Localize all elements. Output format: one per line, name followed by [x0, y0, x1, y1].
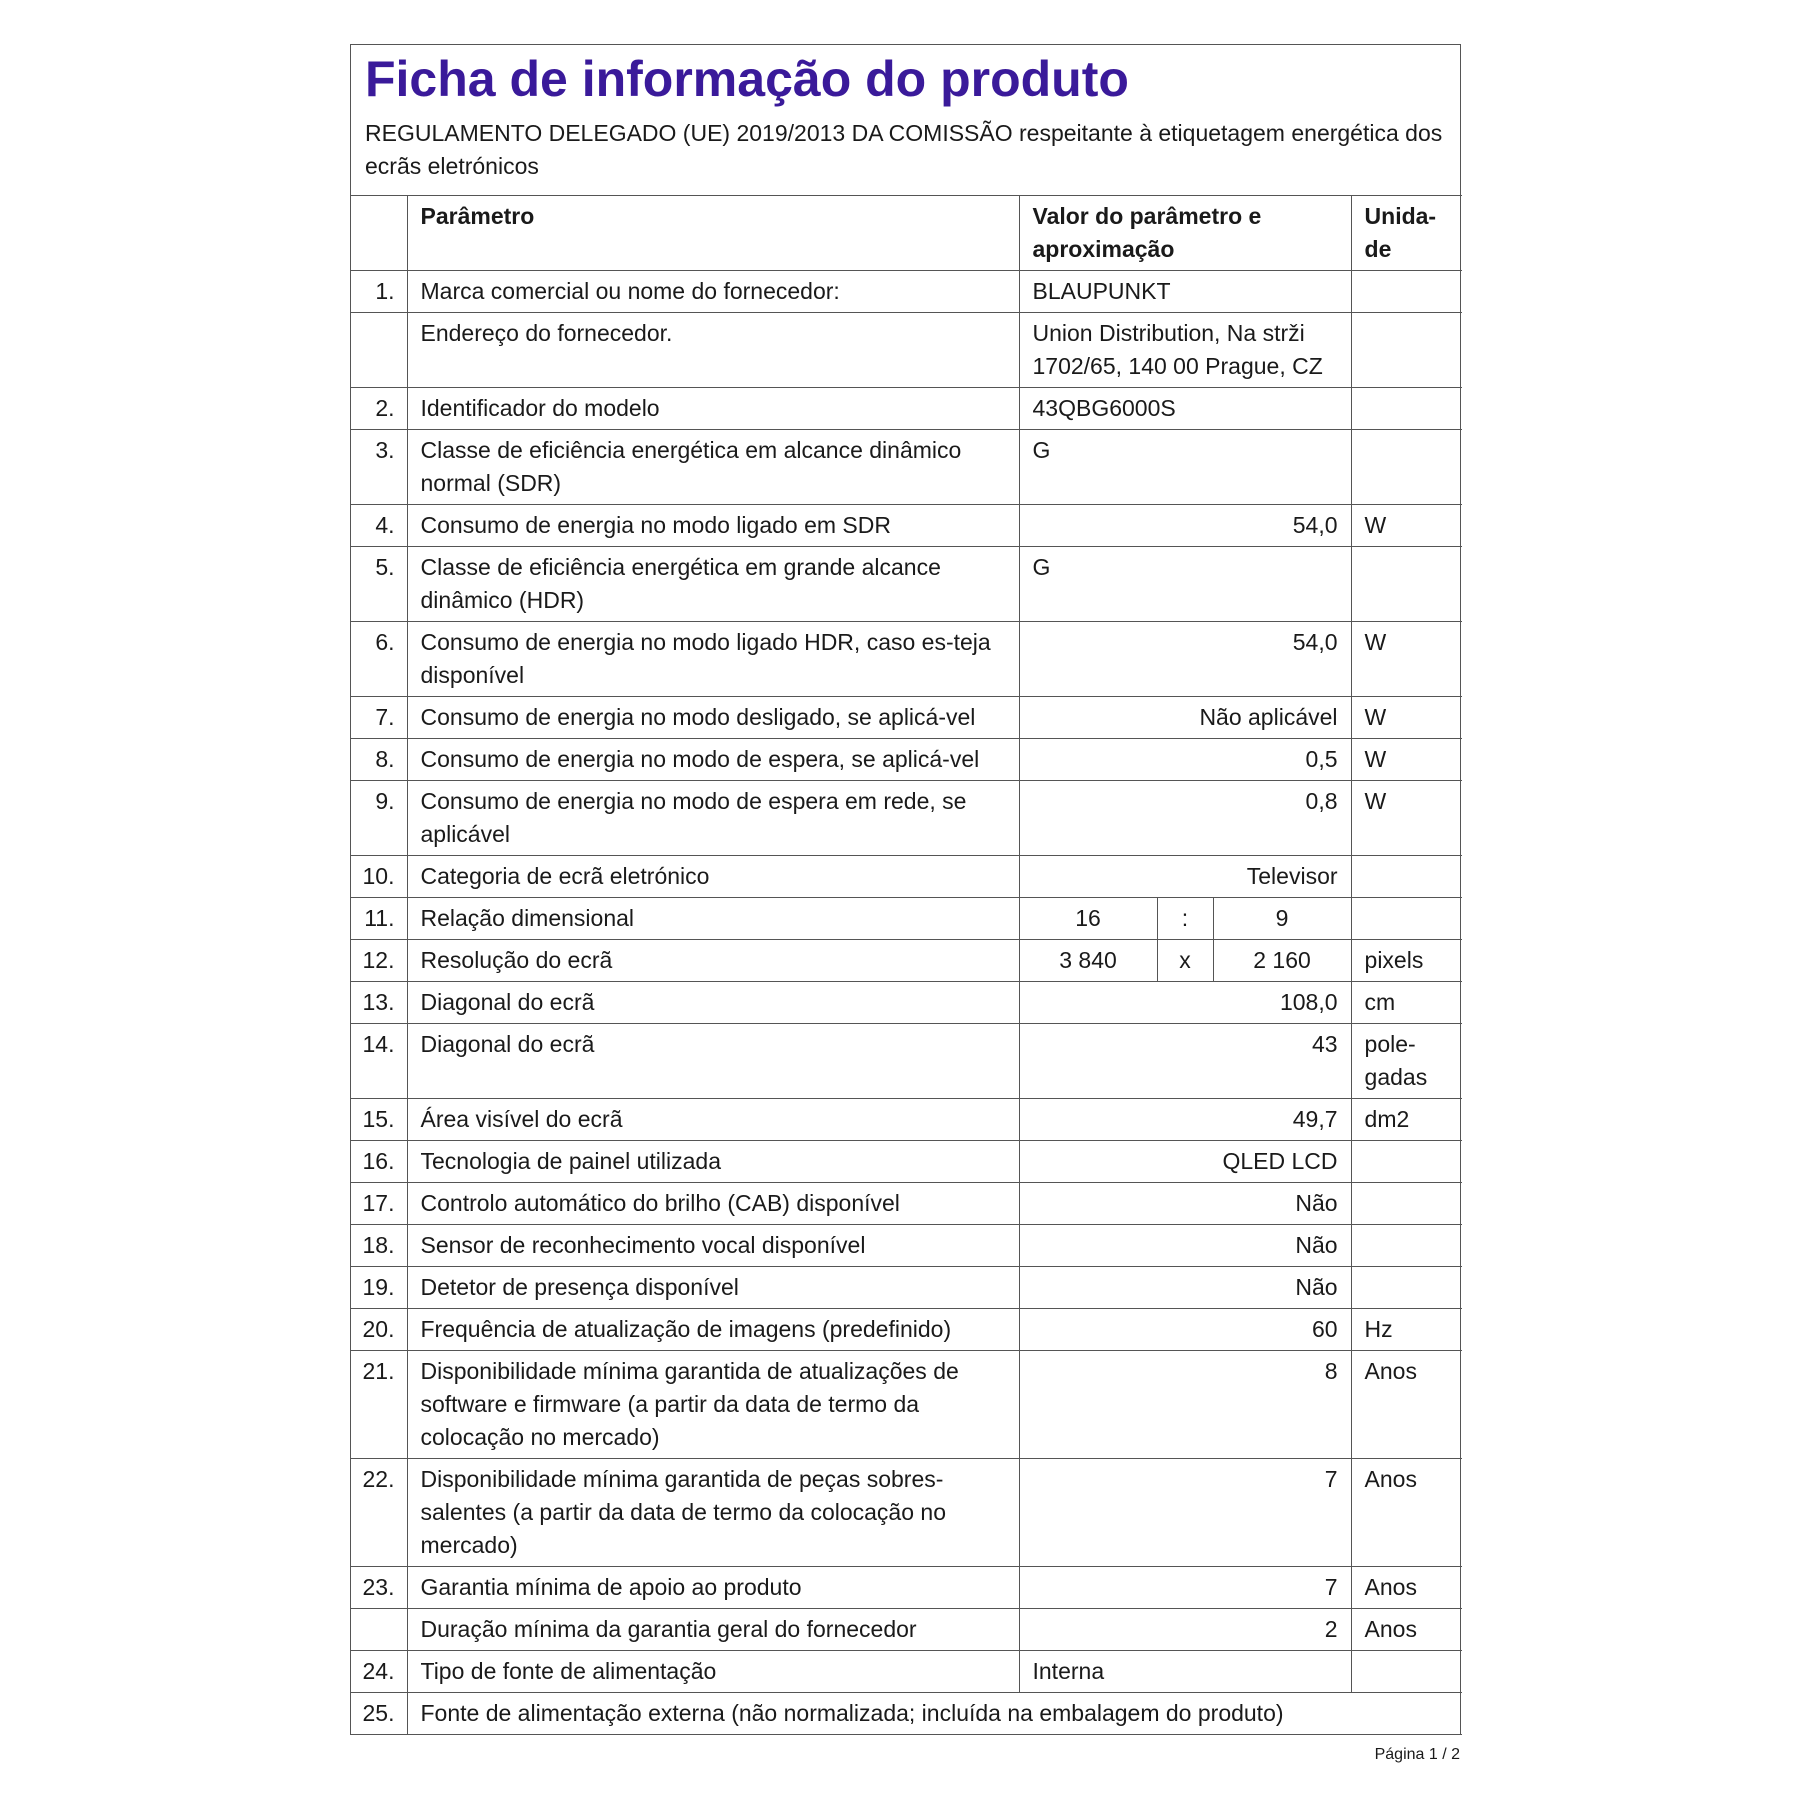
row-parameter: Consumo de energia no modo ligado em SDR — [407, 505, 1019, 547]
table-row — [351, 547, 1462, 622]
row-unit: pole-gadas — [1351, 1024, 1462, 1099]
row-parameter: Consumo de energia no modo desligado, se aplicá-vel — [407, 697, 1019, 739]
header-value: Valor do parâmetro e aproximação — [1019, 196, 1351, 271]
row-value-separator: : — [1157, 898, 1213, 940]
row-number: 6. — [351, 622, 407, 697]
row-value: Não — [1019, 1183, 1351, 1225]
row-value: Não aplicável — [1019, 697, 1351, 739]
parameters-table — [351, 195, 1462, 1735]
row-unit — [1351, 430, 1462, 505]
row-parameter: Tecnologia de painel utilizada — [407, 1141, 1019, 1183]
row-number: 25. — [351, 1693, 407, 1735]
row-number: 3. — [351, 430, 407, 505]
table-row — [351, 1693, 1462, 1735]
row-value: G — [1019, 430, 1351, 505]
row-value: 7 — [1019, 1459, 1351, 1567]
row-unit — [1351, 547, 1462, 622]
row-number — [351, 1609, 407, 1651]
row-unit: W — [1351, 505, 1462, 547]
table-row — [351, 1267, 1462, 1309]
row-parameter: Marca comercial ou nome do fornecedor: — [407, 271, 1019, 313]
row-value: 54,0 — [1019, 505, 1351, 547]
row-number: 20. — [351, 1309, 407, 1351]
row-unit: W — [1351, 739, 1462, 781]
row-value-separator: x — [1157, 940, 1213, 982]
table-row — [351, 1309, 1462, 1351]
row-value: 2 — [1019, 1609, 1351, 1651]
table-row — [351, 781, 1462, 856]
row-number: 21. — [351, 1351, 407, 1459]
row-unit — [1351, 313, 1462, 388]
row-value: Não — [1019, 1225, 1351, 1267]
row-parameter: Frequência de atualização de imagens (predefinido) — [407, 1309, 1019, 1351]
row-unit: cm — [1351, 982, 1462, 1024]
row-value: 0,8 — [1019, 781, 1351, 856]
table-row — [351, 898, 1462, 940]
row-number: 16. — [351, 1141, 407, 1183]
row-unit: Anos — [1351, 1609, 1462, 1651]
row-parameter: Consumo de energia no modo de espera, se aplicá-vel — [407, 739, 1019, 781]
row-number: 2. — [351, 388, 407, 430]
row-number: 7. — [351, 697, 407, 739]
table-row — [351, 739, 1462, 781]
row-value: G — [1019, 547, 1351, 622]
header-parameter: Parâmetro — [407, 196, 1019, 271]
row-value: Interna — [1019, 1651, 1351, 1693]
row-value: 60 — [1019, 1309, 1351, 1351]
row-value: 54,0 — [1019, 622, 1351, 697]
row-unit — [1351, 1267, 1462, 1309]
row-unit — [1351, 1141, 1462, 1183]
row-value: 7 — [1019, 1567, 1351, 1609]
table-row — [351, 1225, 1462, 1267]
table-row — [351, 622, 1462, 697]
table-row — [351, 1567, 1462, 1609]
row-parameter: Relação dimensional — [407, 898, 1019, 940]
table-row — [351, 1351, 1462, 1459]
row-parameter: Controlo automático do brilho (CAB) disponível — [407, 1183, 1019, 1225]
row-number: 17. — [351, 1183, 407, 1225]
row-unit — [1351, 1225, 1462, 1267]
row-number: 11. — [351, 898, 407, 940]
row-parameter: Disponibilidade mínima garantida de atualizações de software e firmware (a partir da data de termo da colocação no mercado) — [407, 1351, 1019, 1459]
product-info-sheet — [350, 44, 1461, 1735]
row-parameter: Classe de eficiência energética em alcance dinâmico normal (SDR) — [407, 430, 1019, 505]
row-parameter: Consumo de energia no modo de espera em rede, se aplicável — [407, 781, 1019, 856]
row-unit: dm2 — [1351, 1099, 1462, 1141]
row-parameter: Tipo de fonte de alimentação — [407, 1651, 1019, 1693]
header-unit: Unida-de — [1351, 196, 1462, 271]
row-parameter: Área visível do ecrã — [407, 1099, 1019, 1141]
row-parameter: Identificador do modelo — [407, 388, 1019, 430]
row-unit: Hz — [1351, 1309, 1462, 1351]
row-parameter: Consumo de energia no modo ligado HDR, caso es-teja disponível — [407, 622, 1019, 697]
table-row — [351, 1651, 1462, 1693]
row-value-a: 3 840 — [1019, 940, 1157, 982]
row-value: 43 — [1019, 1024, 1351, 1099]
table-row — [351, 1459, 1462, 1567]
table-row — [351, 940, 1462, 982]
row-unit: W — [1351, 697, 1462, 739]
row-parameter: Duração mínima da garantia geral do fornecedor — [407, 1609, 1019, 1651]
row-value: Não — [1019, 1267, 1351, 1309]
row-parameter: Fonte de alimentação externa (não normalizada; incluída na embalagem do produto) — [407, 1693, 1462, 1735]
row-parameter: Diagonal do ecrã — [407, 1024, 1019, 1099]
row-number: 8. — [351, 739, 407, 781]
table-row — [351, 505, 1462, 547]
table-row — [351, 313, 1462, 388]
row-value: 8 — [1019, 1351, 1351, 1459]
row-unit: Anos — [1351, 1351, 1462, 1459]
table-header-row — [351, 196, 1462, 271]
row-value: Televisor — [1019, 856, 1351, 898]
row-number: 23. — [351, 1567, 407, 1609]
row-number — [351, 313, 407, 388]
row-value-b: 9 — [1213, 898, 1351, 940]
table-row — [351, 1141, 1462, 1183]
row-parameter: Endereço do fornecedor. — [407, 313, 1019, 388]
row-unit — [1351, 271, 1462, 313]
page-number: Página 1 / 2 — [1374, 1746, 1460, 1763]
row-parameter: Garantia mínima de apoio ao produto — [407, 1567, 1019, 1609]
page-title: Ficha de informação do produto — [365, 51, 1129, 107]
table-row — [351, 1024, 1462, 1099]
row-number: 22. — [351, 1459, 407, 1567]
row-number: 1. — [351, 271, 407, 313]
row-number: 14. — [351, 1024, 407, 1099]
row-parameter: Sensor de reconhecimento vocal disponível — [407, 1225, 1019, 1267]
row-number: 13. — [351, 982, 407, 1024]
table-row — [351, 1183, 1462, 1225]
table-row — [351, 856, 1462, 898]
table-row — [351, 430, 1462, 505]
row-unit: pixels — [1351, 940, 1462, 982]
row-value: 49,7 — [1019, 1099, 1351, 1141]
row-value: 0,5 — [1019, 739, 1351, 781]
row-parameter: Detetor de presença disponível — [407, 1267, 1019, 1309]
row-unit: Anos — [1351, 1459, 1462, 1567]
row-number: 15. — [351, 1099, 407, 1141]
table-row — [351, 1609, 1462, 1651]
row-number: 4. — [351, 505, 407, 547]
row-value: 108,0 — [1019, 982, 1351, 1024]
row-parameter: Resolução do ecrã — [407, 940, 1019, 982]
row-number: 12. — [351, 940, 407, 982]
table-row — [351, 697, 1462, 739]
row-value-b: 2 160 — [1213, 940, 1351, 982]
sheet-header — [351, 47, 1460, 195]
row-parameter: Classe de eficiência energética em grande alcance dinâmico (HDR) — [407, 547, 1019, 622]
row-unit — [1351, 388, 1462, 430]
row-value: BLAUPUNKT — [1019, 271, 1351, 313]
row-value: QLED LCD — [1019, 1141, 1351, 1183]
row-number: 19. — [351, 1267, 407, 1309]
table-row — [351, 1099, 1462, 1141]
row-unit: Anos — [1351, 1567, 1462, 1609]
row-parameter: Disponibilidade mínima garantida de peças sobres-salentes (a partir da data de termo da colocação no mercado) — [407, 1459, 1019, 1567]
row-unit — [1351, 856, 1462, 898]
row-number: 18. — [351, 1225, 407, 1267]
row-number: 10. — [351, 856, 407, 898]
row-value-a: 16 — [1019, 898, 1157, 940]
row-number: 9. — [351, 781, 407, 856]
table-row — [351, 271, 1462, 313]
row-value: 43QBG6000S — [1019, 388, 1351, 430]
table-row — [351, 982, 1462, 1024]
row-number: 24. — [351, 1651, 407, 1693]
row-parameter: Diagonal do ecrã — [407, 982, 1019, 1024]
row-unit — [1351, 1651, 1462, 1693]
row-unit — [1351, 898, 1462, 940]
row-unit: W — [1351, 622, 1462, 697]
row-number: 5. — [351, 547, 407, 622]
row-value: Union Distribution, Na strži 1702/65, 140 00 Prague, CZ — [1019, 313, 1351, 388]
row-unit — [1351, 1183, 1462, 1225]
row-unit: W — [1351, 781, 1462, 856]
header-number-cell — [351, 196, 407, 271]
regulation-subtitle: REGULAMENTO DELEGADO (UE) 2019/2013 DA COMISSÃO respeitante à etiquetagem energética dos ecrãs eletrónicos — [365, 120, 1443, 179]
row-parameter: Categoria de ecrã eletrónico — [407, 856, 1019, 898]
table-row — [351, 388, 1462, 430]
